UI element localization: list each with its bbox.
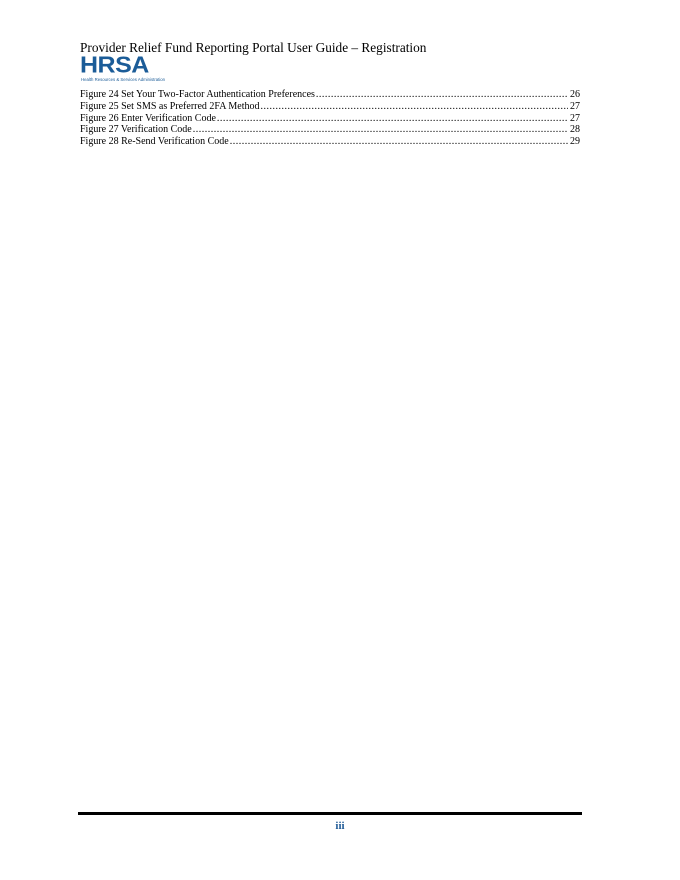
footer-divider (78, 812, 582, 815)
toc-entry-page: 28 (570, 124, 580, 136)
toc-entry-figure-26[interactable] (80, 113, 580, 125)
toc-entry-page: 27 (570, 112, 580, 124)
toc-dot-leader (316, 89, 568, 101)
hrsa-logo-wordmark: HRSA (80, 52, 149, 78)
hrsa-logo-tagline: Health Resources & Services Administration (81, 77, 166, 82)
hrsa-logo (80, 52, 175, 85)
toc-entry-page: 27 (570, 100, 580, 112)
toc-entry-label: Figure 24 Set Your Two-Factor Authentication Preferences (80, 89, 315, 100)
toc-dot-leader (230, 136, 568, 148)
toc-dot-leader (261, 101, 568, 113)
toc-entry-label: Figure 28 Re-Send Verification Code (80, 136, 229, 148)
toc-entry-figure-24[interactable] (80, 89, 580, 101)
toc-dot-leader (217, 113, 568, 125)
toc-entry-label: Figure 27 Verification Code (80, 124, 192, 136)
toc-entry-figure-27[interactable] (80, 124, 580, 136)
toc-entry-figure-28[interactable] (80, 136, 580, 148)
document-header-title: Provider Relief Fund Reporting Portal User Guide – Registration (80, 40, 427, 55)
page-number: iii (335, 820, 345, 832)
toc-entry-page: 29 (570, 136, 580, 148)
toc-entry-label: Figure 25 Set SMS as Preferred 2FA Method (80, 100, 260, 112)
list-of-figures (80, 89, 580, 148)
toc-entry-page: 26 (570, 89, 580, 100)
toc-entry-label: Figure 26 Enter Verification Code (80, 112, 216, 124)
toc-entry-figure-25[interactable] (80, 101, 580, 113)
toc-dot-leader (193, 124, 568, 136)
